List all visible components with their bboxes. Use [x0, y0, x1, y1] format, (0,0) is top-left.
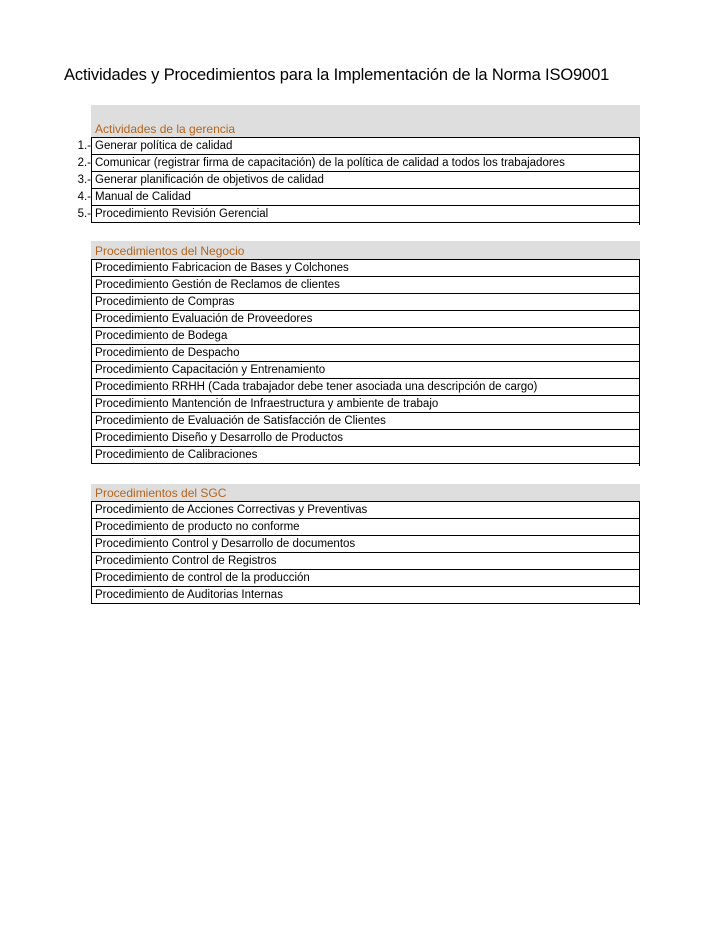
row-text: Procedimiento de Auditorias Internas	[95, 589, 283, 601]
table-row	[91, 328, 640, 345]
page-edge-line	[639, 501, 640, 605]
table-row	[77, 138, 640, 155]
table-row	[91, 277, 640, 294]
section-header-label: Procedimientos del Negocio	[95, 244, 245, 258]
page-title: Actividades y Procedimientos para la Implementación de la Norma ISO9001	[64, 66, 610, 84]
row-text: Procedimiento Gestión de Reclamos de clientes	[95, 279, 340, 291]
row-text: Procedimiento de Evaluación de Satisfacción de Clientes	[95, 415, 386, 427]
row-number: 1.-	[77, 140, 91, 152]
table-row	[91, 536, 640, 553]
table-row	[91, 447, 640, 464]
table-row	[77, 206, 640, 223]
row-number: 3.-	[77, 174, 91, 186]
table-row	[77, 172, 640, 189]
row-number: 2.-	[77, 157, 91, 169]
row-text: Procedimiento de Calibraciones	[95, 449, 258, 461]
row-number: 5.-	[77, 208, 91, 220]
row-number: 4.-	[77, 191, 91, 203]
section-management-activities	[77, 105, 640, 223]
row-text: Procedimiento Control y Desarrollo de documentos	[95, 538, 356, 550]
row-text: Procedimiento de producto no conforme	[95, 521, 300, 533]
row-text: Procedimiento Evaluación de Proveedores	[95, 313, 313, 325]
page-edge-line	[639, 137, 640, 225]
section-header	[91, 105, 640, 138]
table-row	[91, 362, 640, 379]
table-row	[91, 379, 640, 396]
section-qms-procedures	[91, 484, 640, 604]
table-row	[91, 502, 640, 519]
table-row	[77, 189, 640, 206]
table-row	[91, 587, 640, 604]
table-row	[91, 260, 640, 277]
section-header	[91, 484, 640, 502]
row-text: Procedimiento Fabricacion de Bases y Colchones	[95, 262, 349, 274]
table-row	[91, 396, 640, 413]
table-row	[91, 519, 640, 536]
row-text: Comunicar (registrar firma de capacitación) de la política de calidad a todos los trabajadores	[95, 157, 565, 169]
row-text: Procedimiento RRHH (Cada trabajador debe tener asociada una descripción de cargo)	[95, 381, 538, 393]
table-row	[91, 294, 640, 311]
row-text: Procedimiento Control de Registros	[95, 555, 277, 567]
table-row	[91, 553, 640, 570]
row-text: Procedimiento Capacitación y Entrenamiento	[95, 364, 326, 376]
section-header-label: Actividades de la gerencia	[95, 122, 236, 136]
table-row	[91, 345, 640, 362]
table-row	[77, 155, 640, 172]
table-row	[91, 430, 640, 447]
row-text: Procedimiento de Bodega	[95, 330, 228, 342]
table-row	[91, 413, 640, 430]
row-text: Manual de Calidad	[95, 191, 191, 203]
section-header-label: Procedimientos del SGC	[95, 486, 227, 500]
row-text: Generar planificación de objetivos de calidad	[95, 174, 324, 186]
row-text: Procedimiento de Compras	[95, 296, 235, 308]
table-row	[91, 311, 640, 328]
row-text: Procedimiento Revisión Gerencial	[95, 208, 269, 220]
row-text: Generar política de calidad	[95, 140, 233, 152]
section-header	[91, 241, 640, 260]
section-business-procedures	[91, 241, 640, 464]
row-text: Procedimiento de Despacho	[95, 347, 240, 359]
row-text: Procedimiento de Acciones Correctivas y Preventivas	[95, 504, 368, 516]
row-text: Procedimiento de control de la producción	[95, 572, 310, 584]
table-row	[91, 570, 640, 587]
row-text: Procedimiento Mantención de Infraestructura y ambiente de trabajo	[95, 398, 439, 410]
page-edge-line	[639, 259, 640, 466]
row-text: Procedimiento Diseño y Desarrollo de Productos	[95, 432, 344, 444]
